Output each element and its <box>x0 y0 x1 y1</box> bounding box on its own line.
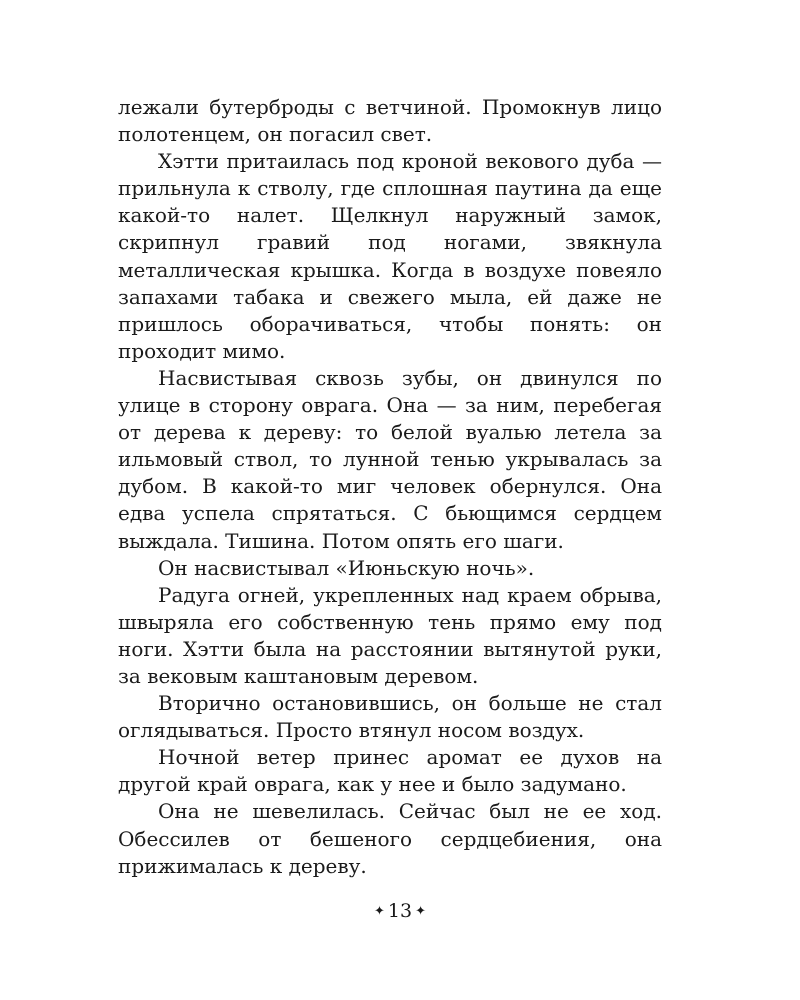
paragraph: Она не шевелилась. Сейчас был не ее ход. Обессилев от бешеного сердцебиения, она прижималась к дереву. <box>118 799 662 878</box>
paragraph-continued: лежали бутерброды с ветчиной. Промокнув лицо полотенцем, он погасил свет. <box>118 95 662 147</box>
page-number: 13 <box>387 900 413 922</box>
paragraph: Хэтти притаилась под кроной векового дуба — прильнула к стволу, где сплошная паутина да еще какой-то налет. Щелкнул наружный замок, скрипнул гравий под ногами, звякнула металлическая крышка. Когда в воздухе повеяло запахами табака и свежего мыла, ей даже не пришлось оборачиваться, чтобы понять: он проходит мимо. <box>118 149 662 363</box>
paragraph: Ночной ветер принес аромат ее духов на другой край оврага, как у нее и было задумано. <box>118 745 662 797</box>
paragraph: Вторично остановившись, он больше не стал оглядываться. Просто втянул носом воздух. <box>118 691 662 743</box>
paragraph: Он насвистывал «Июньскую ночь». <box>158 555 535 580</box>
paragraph: Насвистывая сквозь зубы, он двинулся по улице в сторону оврага. Она — за ним, перебегая от дерева к дереву: то белой вуалью летела за ильмовый ствол, то лунной тенью укрывалась за дубом. В какой-то миг человек обернулся. Она едва успела спрятаться. С бьющимся сердцем выждала. Тишина. Потом опять его шаги. <box>118 365 662 553</box>
ornament-left-icon: ✦ <box>374 904 385 919</box>
paragraph: Радуга огней, укрепленных над краем обрыва, швыряла его собственную тень прямо ему под ноги. Хэтти была на расстоянии вытянутой руки, за вековым каштановым деревом. <box>118 582 662 688</box>
ornament-right-icon: ✦ <box>415 904 426 919</box>
page-footer <box>0 900 800 922</box>
body-text <box>118 94 662 880</box>
